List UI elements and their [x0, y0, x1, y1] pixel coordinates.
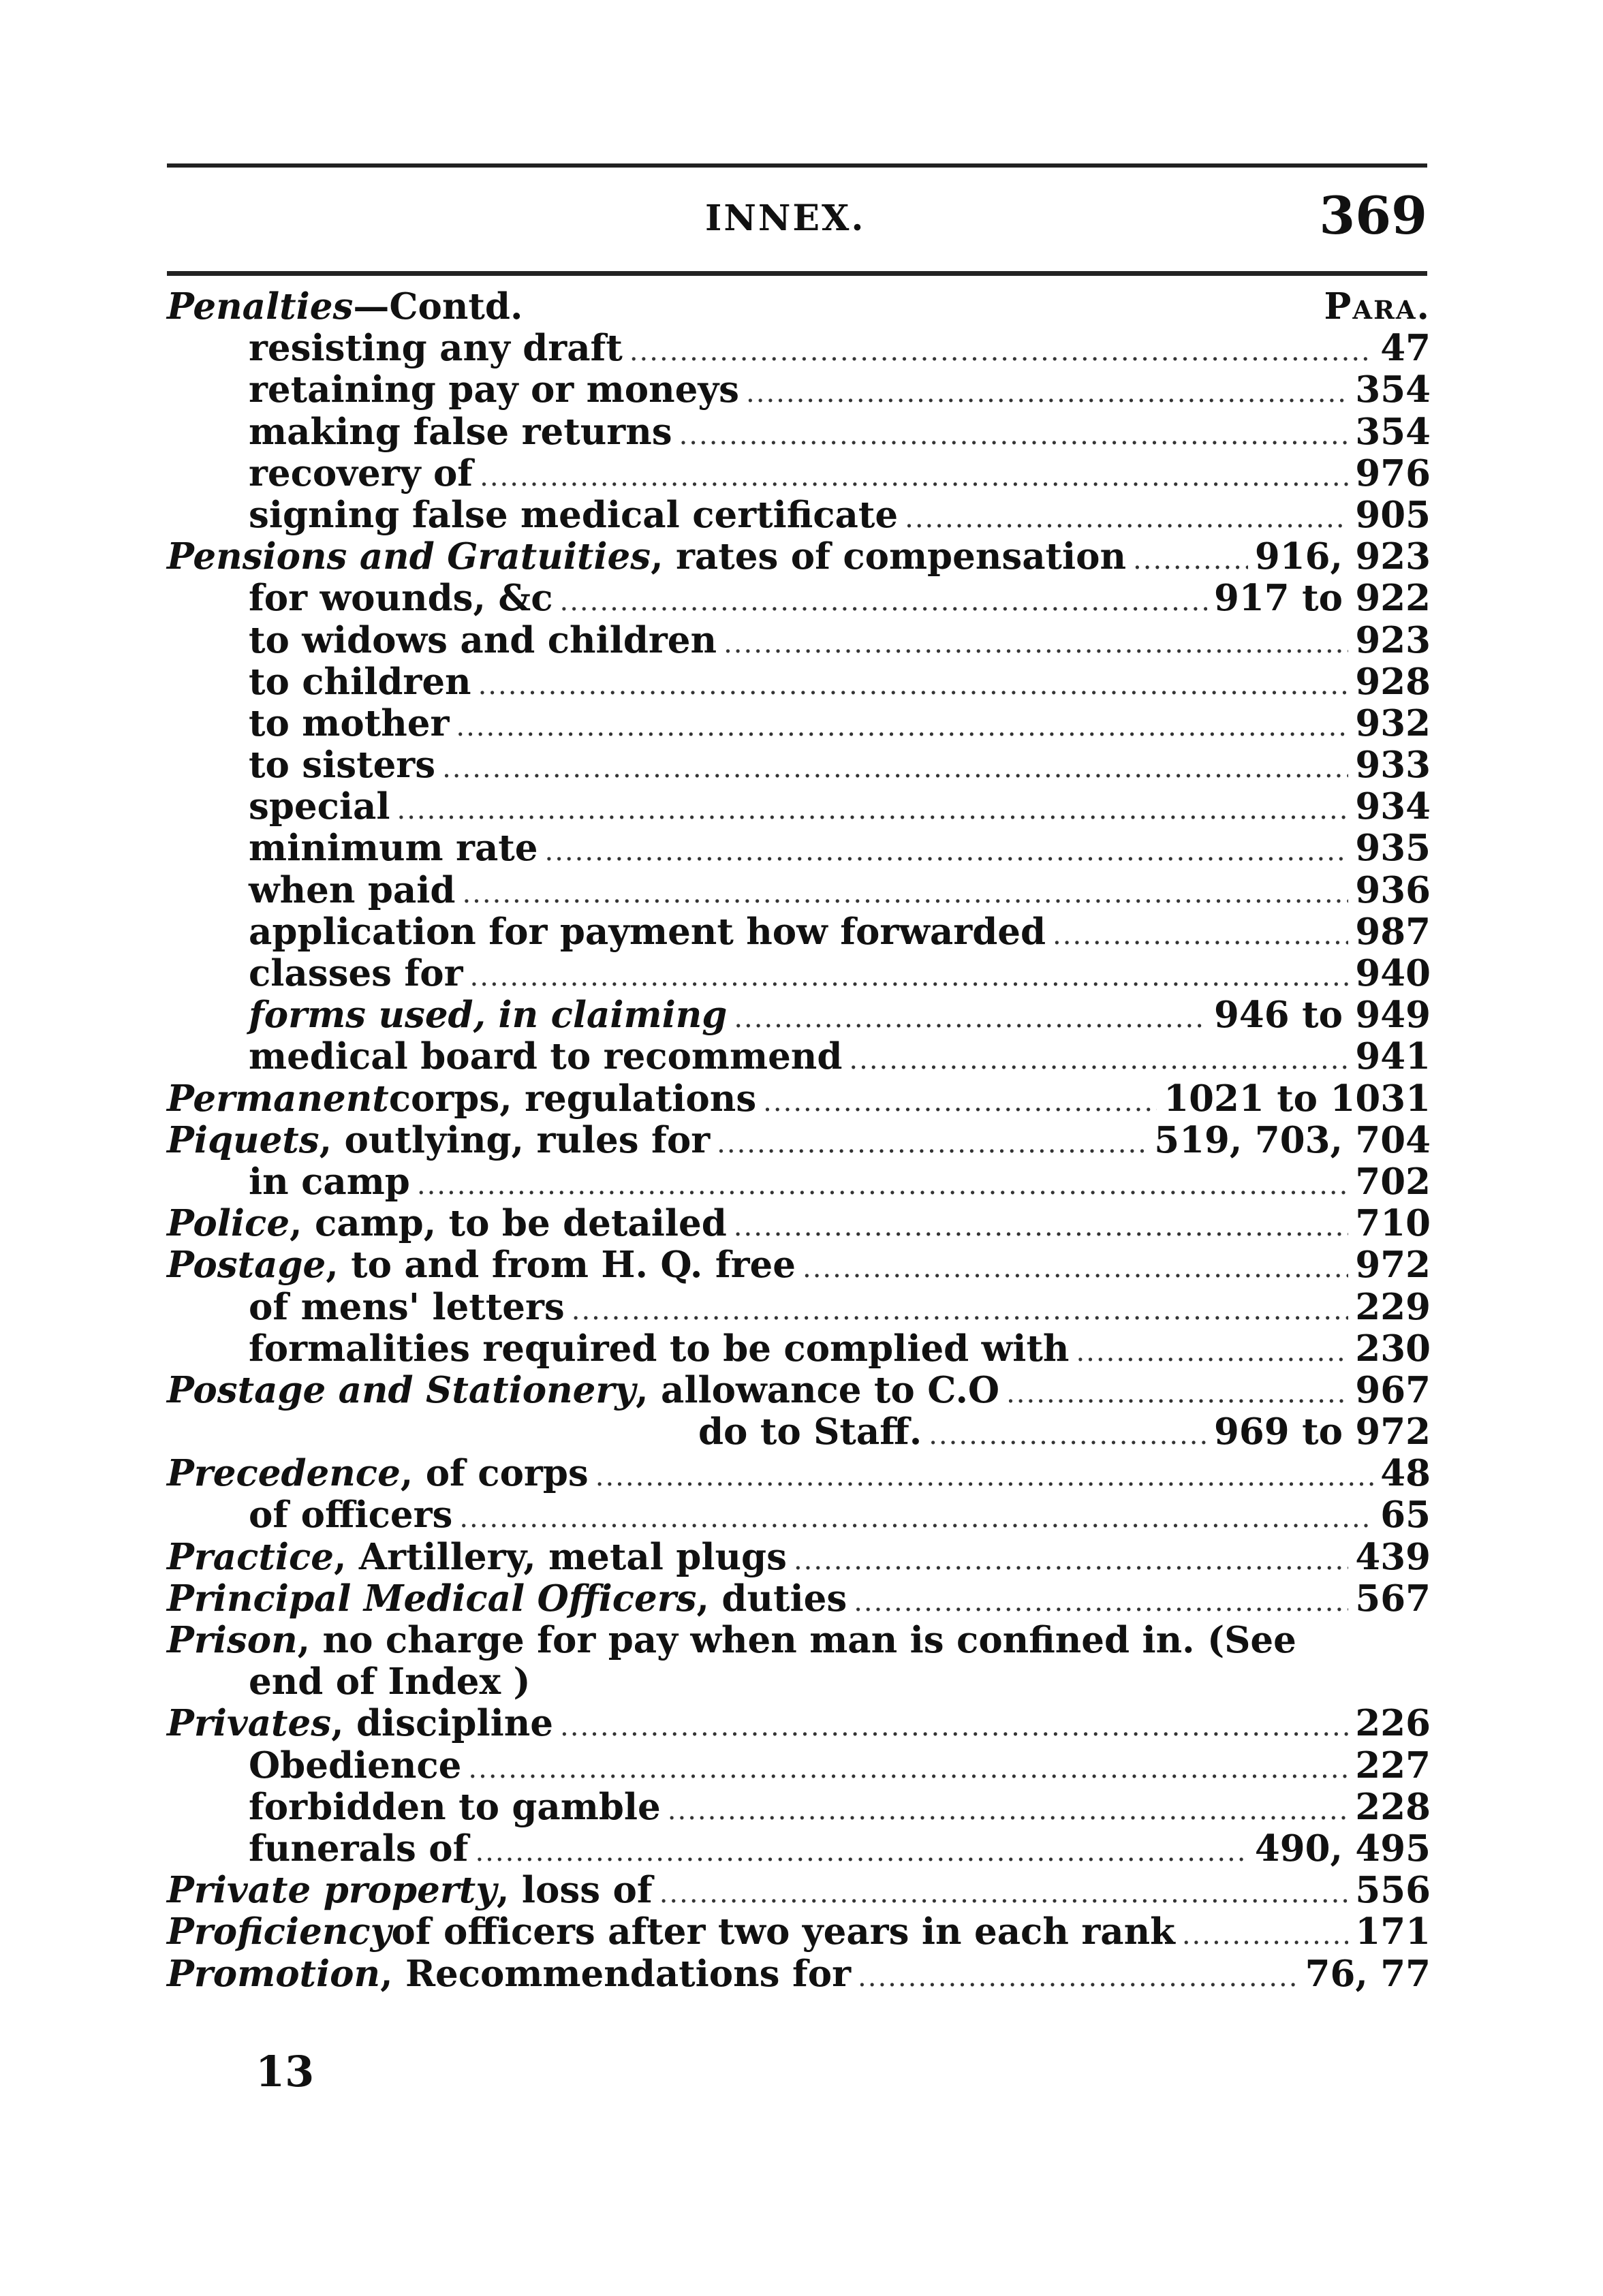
entry-reference: 923 — [1355, 618, 1431, 661]
entry-text: , Recommendations for — [380, 1952, 852, 1995]
index-entry — [167, 578, 1431, 619]
index-entry — [167, 703, 1431, 744]
dot-leader — [480, 456, 1348, 498]
dot-leader — [478, 665, 1349, 706]
entry-reference: 47 — [1380, 327, 1431, 370]
entry-reference: 354 — [1355, 368, 1431, 411]
entry-text: , to and from H. Q. free — [326, 1244, 796, 1287]
index-entry — [167, 1370, 1431, 1411]
index-entry — [167, 1287, 1431, 1328]
index-entry — [167, 1578, 1431, 1620]
entry-reference: 932 — [1355, 702, 1431, 744]
index-entry — [167, 870, 1431, 911]
entry-text: retaining pay or moneys — [249, 368, 740, 411]
entry-reference: 519, 703, 704 — [1154, 1118, 1431, 1161]
entry-text: , loss of — [497, 1869, 653, 1912]
entry-text: to children — [249, 660, 471, 703]
entry-text: resisting any draft — [249, 327, 623, 370]
entry-text: formalities required to be complied with — [249, 1327, 1070, 1370]
dot-leader — [668, 1790, 1349, 1831]
entry-text: , no charge for pay when man is confined in. (See — [297, 1619, 1296, 1661]
dot-leader — [629, 331, 1373, 373]
entry-text: medical board to recommend — [249, 1035, 843, 1078]
entry-heading: Precedence — [167, 1452, 401, 1495]
top-rule — [167, 163, 1427, 168]
page-number: 369 — [1319, 185, 1427, 246]
dot-leader — [456, 706, 1348, 748]
entry-reference: 917 to 922 — [1214, 577, 1431, 620]
index-entry — [167, 1328, 1431, 1370]
entry-heading: Permanent — [167, 1077, 389, 1120]
entry-reference: 935 — [1355, 827, 1431, 870]
entry-heading: Private property — [167, 1869, 497, 1912]
dot-leader — [595, 1456, 1373, 1498]
index-entry — [167, 1244, 1431, 1286]
dot-leader — [746, 373, 1348, 414]
entry-reference: 490, 495 — [1254, 1827, 1431, 1870]
entry-reference: 354 — [1355, 410, 1431, 453]
entry-text: , Artillery, metal plugs — [334, 1535, 787, 1578]
entry-text: application for payment how forwarded — [249, 910, 1046, 953]
header-rule — [167, 271, 1427, 276]
index-entry — [167, 453, 1431, 494]
entry-reference: 227 — [1355, 1744, 1431, 1787]
dot-leader — [397, 789, 1349, 831]
dot-leader — [849, 1039, 1348, 1081]
entry-reference: 567 — [1355, 1577, 1431, 1620]
entry-text: , of corps — [400, 1452, 589, 1495]
dot-leader — [459, 1498, 1373, 1539]
entry-text: Obedience — [249, 1744, 462, 1787]
entry-reference: 905 — [1355, 493, 1431, 536]
index-entries — [167, 286, 1431, 1995]
dot-leader — [717, 1123, 1147, 1165]
entry-heading: Privates — [167, 1702, 332, 1745]
entry-text: forms used, in claiming — [249, 994, 728, 1037]
entry-reference: 916, 923 — [1254, 535, 1431, 578]
entry-heading: Piquets — [167, 1118, 320, 1161]
entry-heading: Proficiency — [167, 1910, 392, 1953]
index-entry — [167, 1537, 1431, 1578]
entry-text: , camp, to be detailed — [290, 1202, 727, 1245]
entry-text: , discipline — [331, 1702, 554, 1745]
index-entry — [167, 328, 1431, 369]
dot-leader — [475, 1831, 1247, 1873]
entry-text: of officers after two years in each rank — [391, 1910, 1175, 1953]
entry-heading: Principal Medical Officers — [167, 1577, 697, 1620]
entry-text: forbidden to gamble — [249, 1785, 661, 1828]
dot-leader — [803, 1248, 1348, 1289]
entry-reference: 171 — [1355, 1910, 1431, 1953]
signature-mark: 13 — [255, 2047, 315, 2096]
dot-leader — [659, 1873, 1349, 1915]
dot-leader — [723, 623, 1348, 665]
dot-leader — [560, 1706, 1348, 1748]
entry-reference: 976 — [1355, 452, 1431, 494]
dot-leader — [417, 1165, 1348, 1206]
entry-reference: 439 — [1355, 1535, 1431, 1578]
index-entry — [167, 1745, 1431, 1787]
index-entry — [167, 1203, 1431, 1244]
entry-text: to sisters — [249, 744, 436, 787]
index-entry — [167, 1828, 1431, 1870]
entry-heading: Postage — [167, 1244, 326, 1287]
index-entry — [167, 1078, 1431, 1120]
dot-leader — [858, 1957, 1298, 1998]
entry-heading: Penalties — [167, 285, 354, 328]
entry-text: , duties — [696, 1577, 847, 1620]
dot-leader — [560, 581, 1208, 623]
index-entry — [167, 1870, 1431, 1911]
entry-reference: 226 — [1355, 1702, 1431, 1745]
entry-reference: 556 — [1355, 1869, 1431, 1912]
index-entry — [167, 994, 1431, 1036]
entry-text: do to Staff. — [698, 1411, 922, 1453]
entry-text: of officers — [249, 1494, 453, 1537]
entry-heading: Police — [167, 1202, 290, 1245]
running-title: INNEX. — [705, 198, 866, 239]
entry-text: corps, regulations — [388, 1077, 757, 1120]
dot-leader — [854, 1582, 1348, 1623]
dot-leader — [794, 1540, 1348, 1582]
index-entry — [167, 494, 1431, 536]
index-entry — [167, 953, 1431, 994]
entry-reference: 710 — [1355, 1202, 1431, 1245]
entry-reference: 987 — [1355, 910, 1431, 953]
entry-reference: 946 to 949 — [1214, 994, 1431, 1037]
dot-leader — [545, 831, 1349, 872]
entry-text: , rates of compensation — [651, 535, 1127, 578]
entry-heading: Practice — [167, 1535, 334, 1578]
entry-heading: Postage and Stationery — [167, 1368, 636, 1411]
entry-reference: 941 — [1355, 1035, 1431, 1078]
index-entry — [167, 411, 1431, 453]
index-entry — [167, 661, 1431, 703]
dot-leader — [734, 998, 1207, 1039]
entry-heading: Prison — [167, 1619, 298, 1661]
index-entry — [167, 1661, 1431, 1703]
dot-leader — [905, 498, 1348, 539]
dot-leader — [1133, 539, 1248, 581]
entry-reference: 230 — [1355, 1327, 1431, 1370]
dot-leader — [929, 1415, 1207, 1456]
index-entry — [167, 1120, 1431, 1161]
entry-reference: 933 — [1355, 744, 1431, 787]
index-entry — [167, 1411, 1431, 1453]
entry-text: making false returns — [249, 410, 672, 453]
entry-reference: 936 — [1355, 868, 1431, 911]
index-entry — [167, 286, 1431, 328]
entry-text: , allowance to C.O — [636, 1368, 1000, 1411]
entry-reference: 969 to 972 — [1214, 1411, 1431, 1453]
dot-leader — [1076, 1332, 1348, 1373]
index-entry — [167, 1494, 1431, 1536]
entry-reference: 48 — [1380, 1452, 1431, 1495]
index-entry — [167, 1620, 1431, 1661]
index-entry — [167, 828, 1431, 869]
entry-reference: Para. — [1324, 285, 1431, 328]
index-entry — [167, 1453, 1431, 1494]
dot-leader — [1006, 1373, 1348, 1415]
index-entry — [167, 1787, 1431, 1828]
entry-text: minimum rate — [249, 827, 538, 870]
entry-reference: 928 — [1355, 660, 1431, 703]
entry-reference: 967 — [1355, 1368, 1431, 1411]
dot-leader — [763, 1082, 1157, 1123]
entry-text: —Contd. — [353, 285, 523, 328]
entry-text: , outlying, rules for — [319, 1118, 711, 1161]
entry-text: when paid — [249, 868, 456, 911]
index-entry — [167, 1703, 1431, 1744]
entry-reference: 229 — [1355, 1285, 1431, 1328]
entry-text: end of Index ) — [249, 1661, 531, 1703]
entry-text: classes for — [249, 952, 463, 994]
dot-leader — [1053, 915, 1348, 956]
entry-text: signing false medical certificate — [249, 493, 899, 536]
entry-text: of mens' letters — [249, 1285, 565, 1328]
index-entry — [167, 786, 1431, 828]
entry-text: special — [249, 785, 390, 828]
entry-text: to widows and children — [249, 618, 717, 661]
entry-reference: 65 — [1380, 1494, 1431, 1537]
dot-leader — [468, 1748, 1348, 1790]
entry-heading: Promotion — [167, 1952, 381, 1995]
dot-leader — [572, 1290, 1349, 1332]
index-entry — [167, 1911, 1431, 1953]
dot-leader — [442, 748, 1348, 789]
entry-reference: 940 — [1355, 952, 1431, 994]
entry-text: funerals of — [249, 1827, 469, 1870]
dot-leader — [679, 415, 1349, 456]
index-entry — [167, 1036, 1431, 1078]
entry-reference: 934 — [1355, 785, 1431, 828]
index-entry — [167, 369, 1431, 411]
index-entry — [167, 620, 1431, 661]
index-entry — [167, 911, 1431, 953]
entry-reference: 702 — [1355, 1160, 1431, 1203]
entry-reference: 76, 77 — [1305, 1952, 1431, 1995]
index-entry — [167, 744, 1431, 786]
entry-text: recovery of — [249, 452, 473, 494]
dot-leader — [734, 1206, 1349, 1248]
entry-reference: 972 — [1355, 1244, 1431, 1287]
entry-reference: 1021 to 1031 — [1164, 1077, 1431, 1120]
dot-leader — [470, 956, 1349, 998]
index-entry — [167, 1953, 1431, 1995]
index-entry — [167, 1161, 1431, 1203]
dot-leader — [462, 873, 1348, 915]
dot-leader — [1182, 1915, 1349, 1956]
index-entry — [167, 536, 1431, 578]
entry-heading: Pensions and Gratuities — [167, 535, 651, 578]
entry-text: for wounds, &c — [249, 577, 553, 620]
entry-text: in camp — [249, 1160, 410, 1203]
entry-reference: 228 — [1355, 1785, 1431, 1828]
entry-text: to mother — [249, 702, 450, 744]
